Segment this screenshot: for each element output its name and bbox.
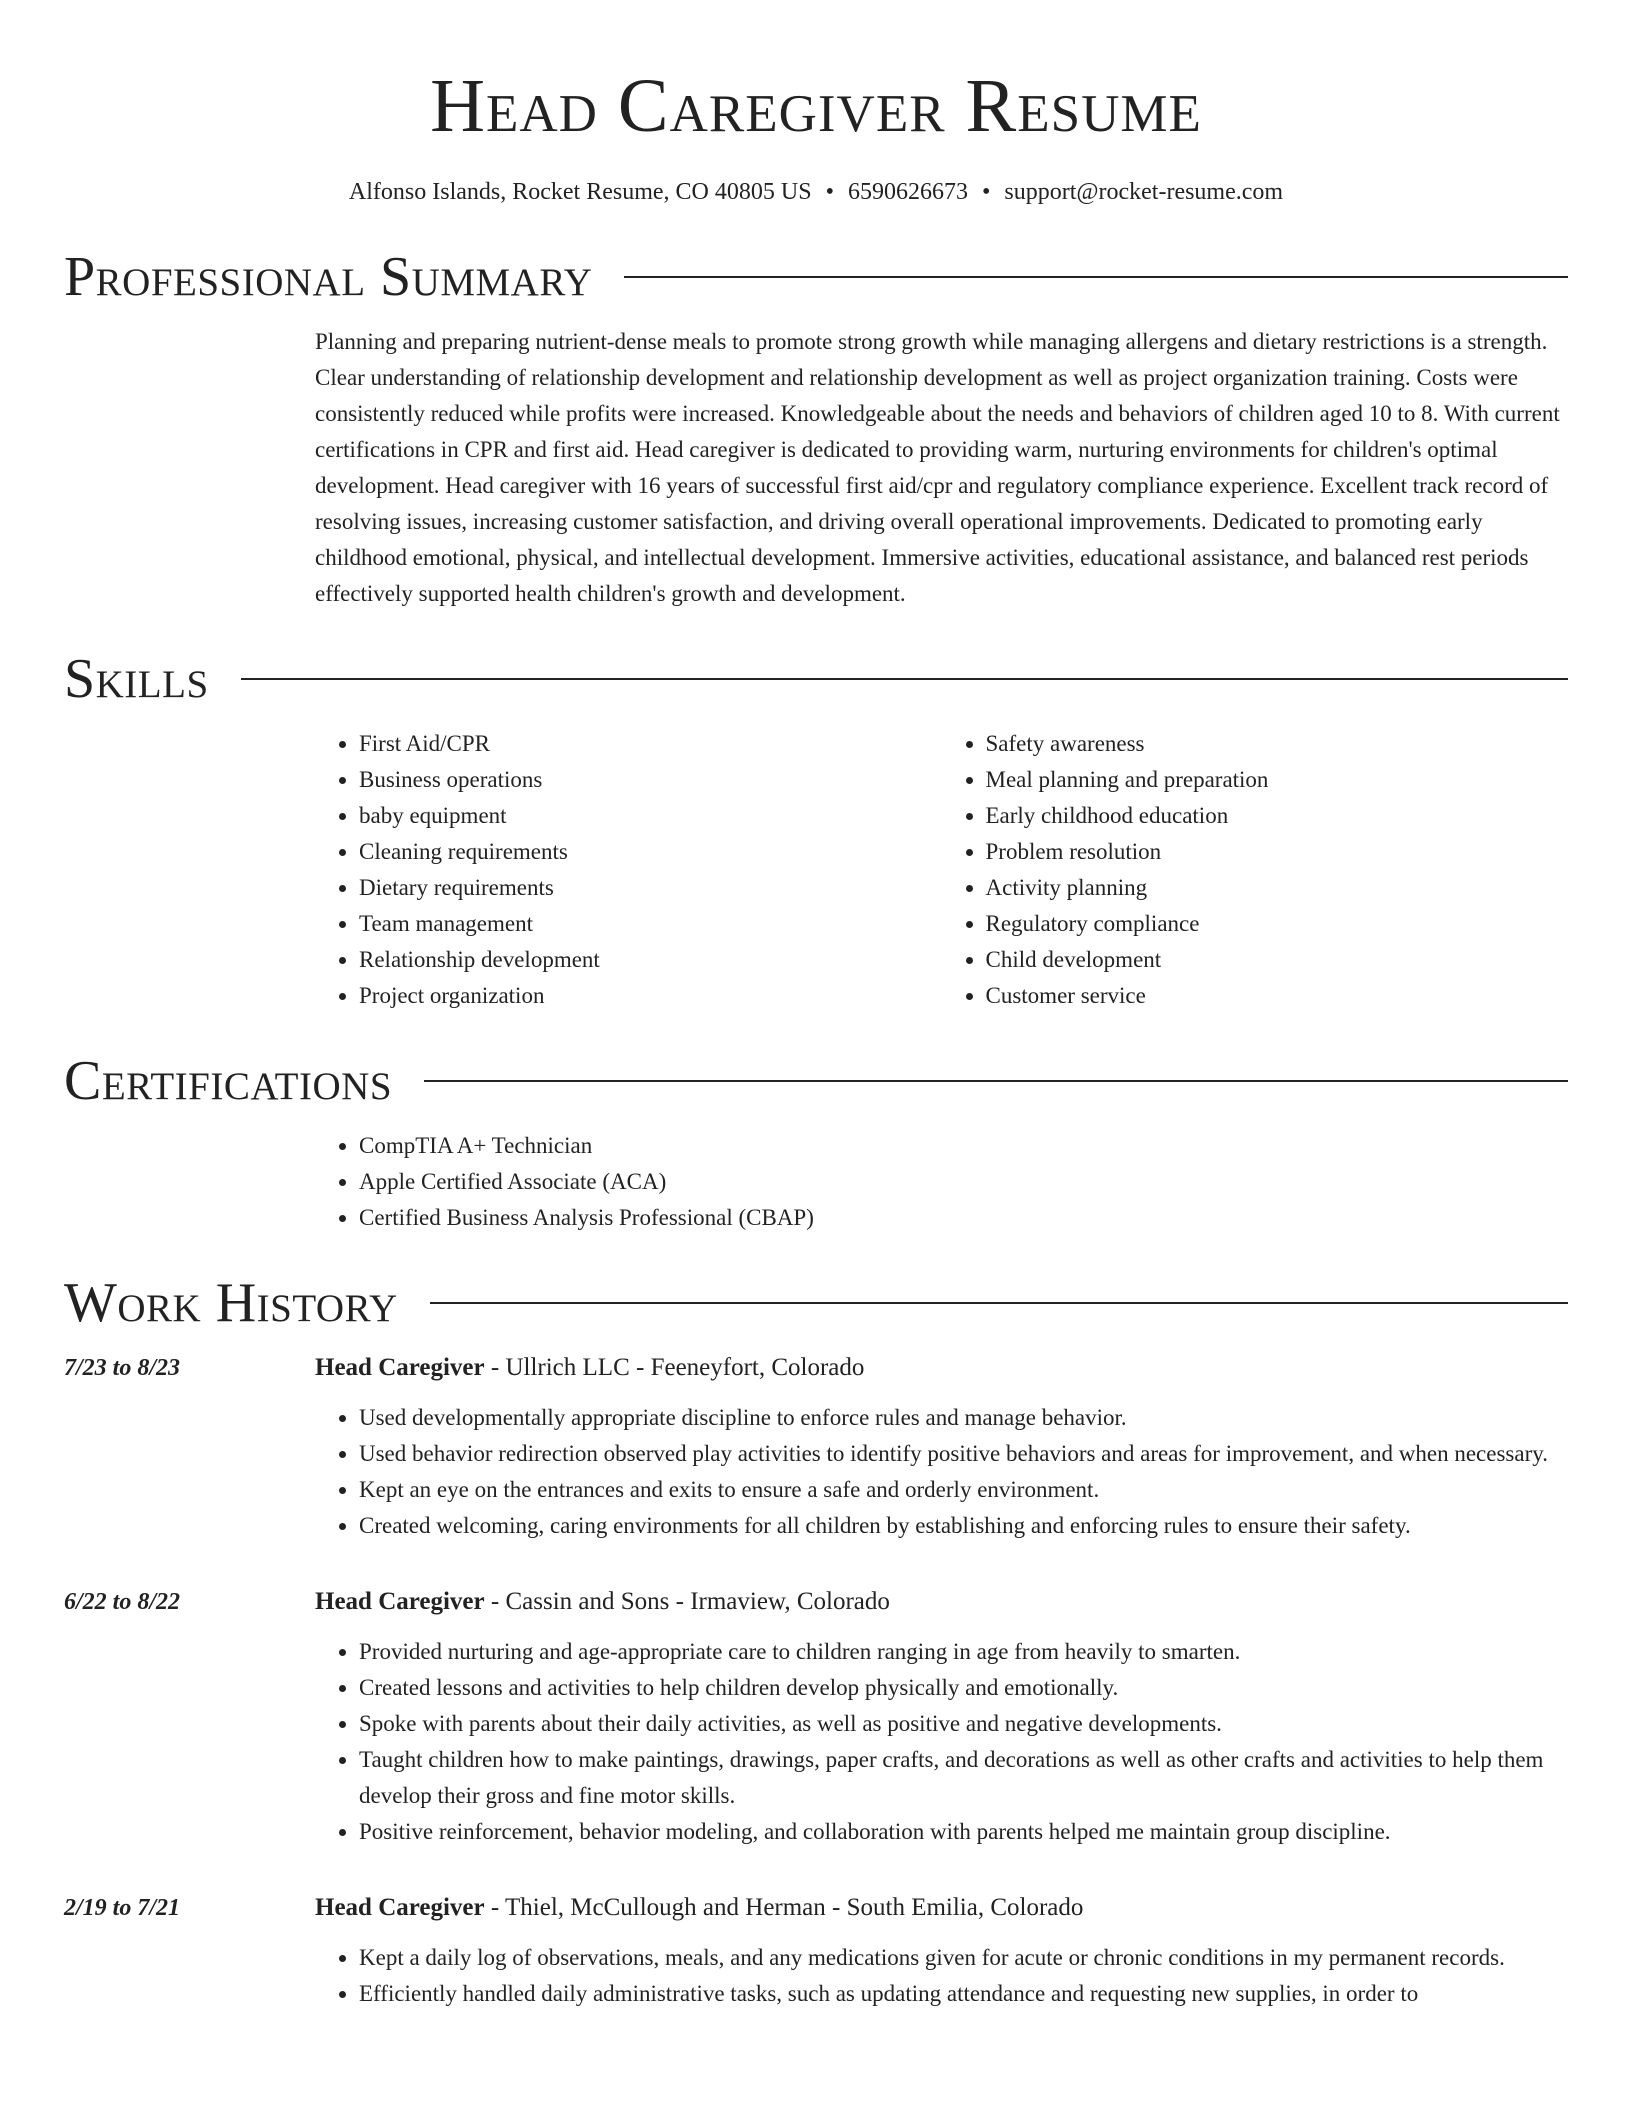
job-body — [315, 1584, 1568, 1850]
job-bullet: • Taught children how to make paintings, drawings, paper crafts, and decorations as well as other crafts and activities to help them develop their gross and fine motor skills. — [359, 1742, 1568, 1814]
job-dates: 2/19 to 7/21 — [64, 1895, 181, 1921]
skills-section-header — [64, 646, 1568, 712]
section-divider — [430, 1302, 1568, 1304]
summary-section-header — [64, 244, 1568, 310]
skill-item: • Activity planning — [986, 870, 1569, 906]
certification-item: • Apple Certified Associate (ACA) — [359, 1164, 1568, 1200]
contact-phone: 6590626673 — [847, 179, 968, 205]
job-company: - Ullrich LLC - Feeneyfort, Colorado — [484, 1354, 865, 1381]
job-bullet: • Used behavior redirection observed play activities to identify positive behaviors and areas for improvement, and when necessary. — [359, 1436, 1568, 1472]
skill-item: • Relationship development — [359, 942, 942, 978]
skill-item: • Regulatory compliance — [986, 906, 1569, 942]
job-bullet: • Used developmentally appropriate discipline to enforce rules and manage behavior. — [359, 1400, 1568, 1436]
job-entry — [64, 1584, 1568, 1850]
job-bullet: • Created lessons and activities to help children develop physically and emotionally. — [359, 1670, 1568, 1706]
work-history-section-header — [64, 1270, 1568, 1336]
certification-item: • Certified Business Analysis Professional (CBAP) — [359, 1200, 1568, 1236]
skill-item: • Problem resolution — [986, 834, 1569, 870]
job-heading — [315, 1584, 1568, 1620]
skill-item: • Project organization — [359, 978, 942, 1014]
skill-item: • Business operations — [359, 762, 942, 798]
contact-address: Alfonso Islands, Rocket Resume, CO 40805 US — [348, 179, 812, 205]
skills-list — [315, 726, 1568, 1014]
skill-item: • baby equipment — [359, 798, 942, 834]
skill-item: • Dietary requirements — [359, 870, 942, 906]
job-dates: 7/23 to 8/23 — [64, 1355, 181, 1381]
section-divider — [624, 276, 1568, 278]
work-history-heading: Work History — [64, 1272, 398, 1334]
skills-column-left — [315, 726, 942, 1014]
job-bullet: • Kept an eye on the entrances and exits to ensure a safe and orderly environment. — [359, 1472, 1568, 1508]
contact-email: support@rocket-resume.com — [1004, 179, 1284, 205]
skill-item: • Cleaning requirements — [359, 834, 942, 870]
skill-item: • Team management — [359, 906, 942, 942]
skill-item: • First Aid/CPR — [359, 726, 942, 762]
job-body — [315, 1350, 1568, 1544]
skill-item: • Meal planning and preparation — [986, 762, 1569, 798]
certifications-section-header — [64, 1048, 1568, 1114]
job-title: Head Caregiver — [315, 1354, 485, 1381]
resume-header — [64, 0, 1568, 208]
job-company: - Thiel, McCullough and Herman - South Emilia, Colorado — [484, 1894, 1084, 1921]
job-title: Head Caregiver — [315, 1894, 485, 1921]
job-entry — [64, 1350, 1568, 1544]
job-bullet: • Kept a daily log of observations, meals, and any medications given for acute or chronic conditions in my permanent records. — [359, 1940, 1568, 1976]
job-bullet: • Provided nurturing and age-appropriate care to children ranging in age from heavily to smarten. — [359, 1634, 1568, 1670]
job-company: - Cassin and Sons - Irmaview, Colorado — [484, 1588, 890, 1615]
certification-item: • CompTIA A+ Technician — [359, 1128, 1568, 1164]
skill-item: • Early childhood education — [986, 798, 1569, 834]
contact-line — [64, 176, 1568, 208]
skills-heading: Skills — [64, 648, 209, 710]
summary-heading: Professional Summary — [64, 246, 593, 308]
skill-item: • Safety awareness — [986, 726, 1569, 762]
skill-item: • Child development — [986, 942, 1569, 978]
section-divider — [424, 1080, 1568, 1082]
skills-column-right — [942, 726, 1569, 1014]
job-body — [315, 1890, 1568, 2012]
resume-title: Head Caregiver Resume — [430, 64, 1202, 148]
skill-item: • Customer service — [986, 978, 1569, 1014]
professional-summary: Planning and preparing nutrient-dense meals to promote strong growth while managing allergens and dietary restrictions is a strength. Clear understanding of relationship development and relationship development as well as project organization training. Costs were consistently reduced while profits were increased. Knowledgeable about the needs and behaviors of children aged 10 to 8. With current certifications in CPR and first aid. Head caregiver is dedicated to providing warm, nurturing environments for children's optimal development. Head caregiver with 16 years of successful first aid/cpr and regulatory compliance experience. Excellent track record of resolving issues, increasing customer satisfaction, and driving overall operational improvements. Dedicated to promoting early childhood emotional, physical, and intellectual development. Immersive activities, educational assistance, and balanced rest periods effectively supported health children's growth and development. — [315, 329, 1560, 606]
job-bullets — [315, 1400, 1568, 1544]
job-title: Head Caregiver — [315, 1588, 485, 1615]
bullet-separator: • — [825, 179, 834, 205]
job-bullet: • Created welcoming, caring environments for all children by establishing and enforcing rules to ensure their safety. — [359, 1508, 1568, 1544]
job-bullet: • Efficiently handled daily administrative tasks, such as updating attendance and requesting new supplies, in order to — [359, 1976, 1568, 2012]
job-heading — [315, 1890, 1568, 1926]
job-heading — [315, 1350, 1568, 1386]
job-bullet: • Spoke with parents about their daily activities, as well as positive and negative developments. — [359, 1706, 1568, 1742]
job-bullets — [315, 1940, 1568, 2012]
certifications-heading: Certifications — [64, 1050, 393, 1112]
certifications-bullets — [315, 1128, 1568, 1236]
job-entry — [64, 1890, 1568, 2012]
job-bullet: • Positive reinforcement, behavior modeling, and collaboration with parents helped me maintain group discipline. — [359, 1814, 1568, 1850]
section-divider — [241, 678, 1568, 680]
job-dates: 6/22 to 8/22 — [64, 1589, 181, 1615]
bullet-separator: • — [981, 179, 991, 205]
job-bullets — [315, 1634, 1568, 1850]
certifications-list — [315, 1128, 1568, 1236]
